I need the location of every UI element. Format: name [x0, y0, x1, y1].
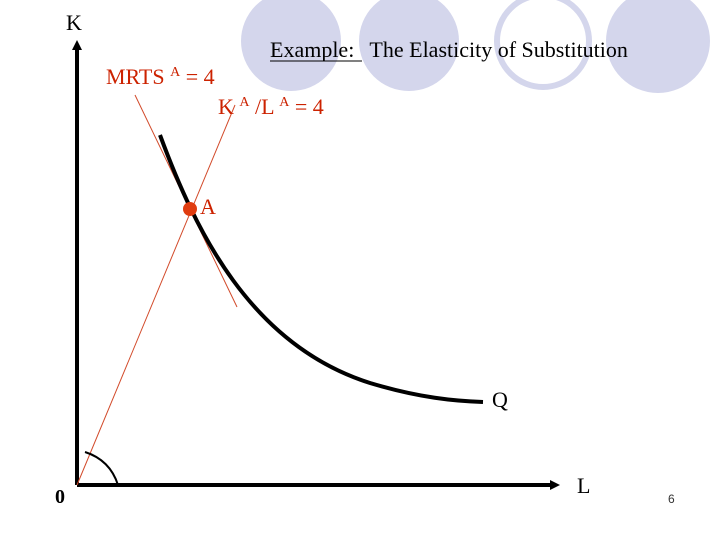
ratio-value: = 4	[294, 94, 324, 119]
isoquant-label: Q	[492, 387, 508, 412]
ratio-annotation	[218, 86, 324, 119]
mrts-value: = 4	[185, 64, 215, 89]
point-a-label: A	[200, 194, 216, 219]
y-axis-label: K	[66, 10, 82, 35]
ratio-k: K	[218, 94, 234, 119]
ratio-k-superscript: A	[239, 95, 250, 110]
mrts-annotation	[106, 56, 215, 89]
ratio-slash-l: /L	[255, 94, 274, 119]
slide-number: 6	[668, 492, 675, 506]
mrts-superscript: A	[170, 65, 181, 80]
isoquant-curve	[160, 135, 483, 402]
origin-label: 0	[55, 486, 65, 508]
capital-labor-ray	[77, 105, 235, 485]
x-axis-label: L	[577, 473, 591, 498]
slide-title	[270, 37, 628, 62]
title-rest: The Elasticity of Substitution	[369, 37, 628, 62]
mrts-base: MRTS	[106, 64, 165, 89]
ratio-l-superscript: A	[279, 95, 290, 110]
point-a	[183, 202, 197, 216]
angle-arc	[85, 452, 118, 485]
title-prefix: Example:	[270, 37, 355, 62]
